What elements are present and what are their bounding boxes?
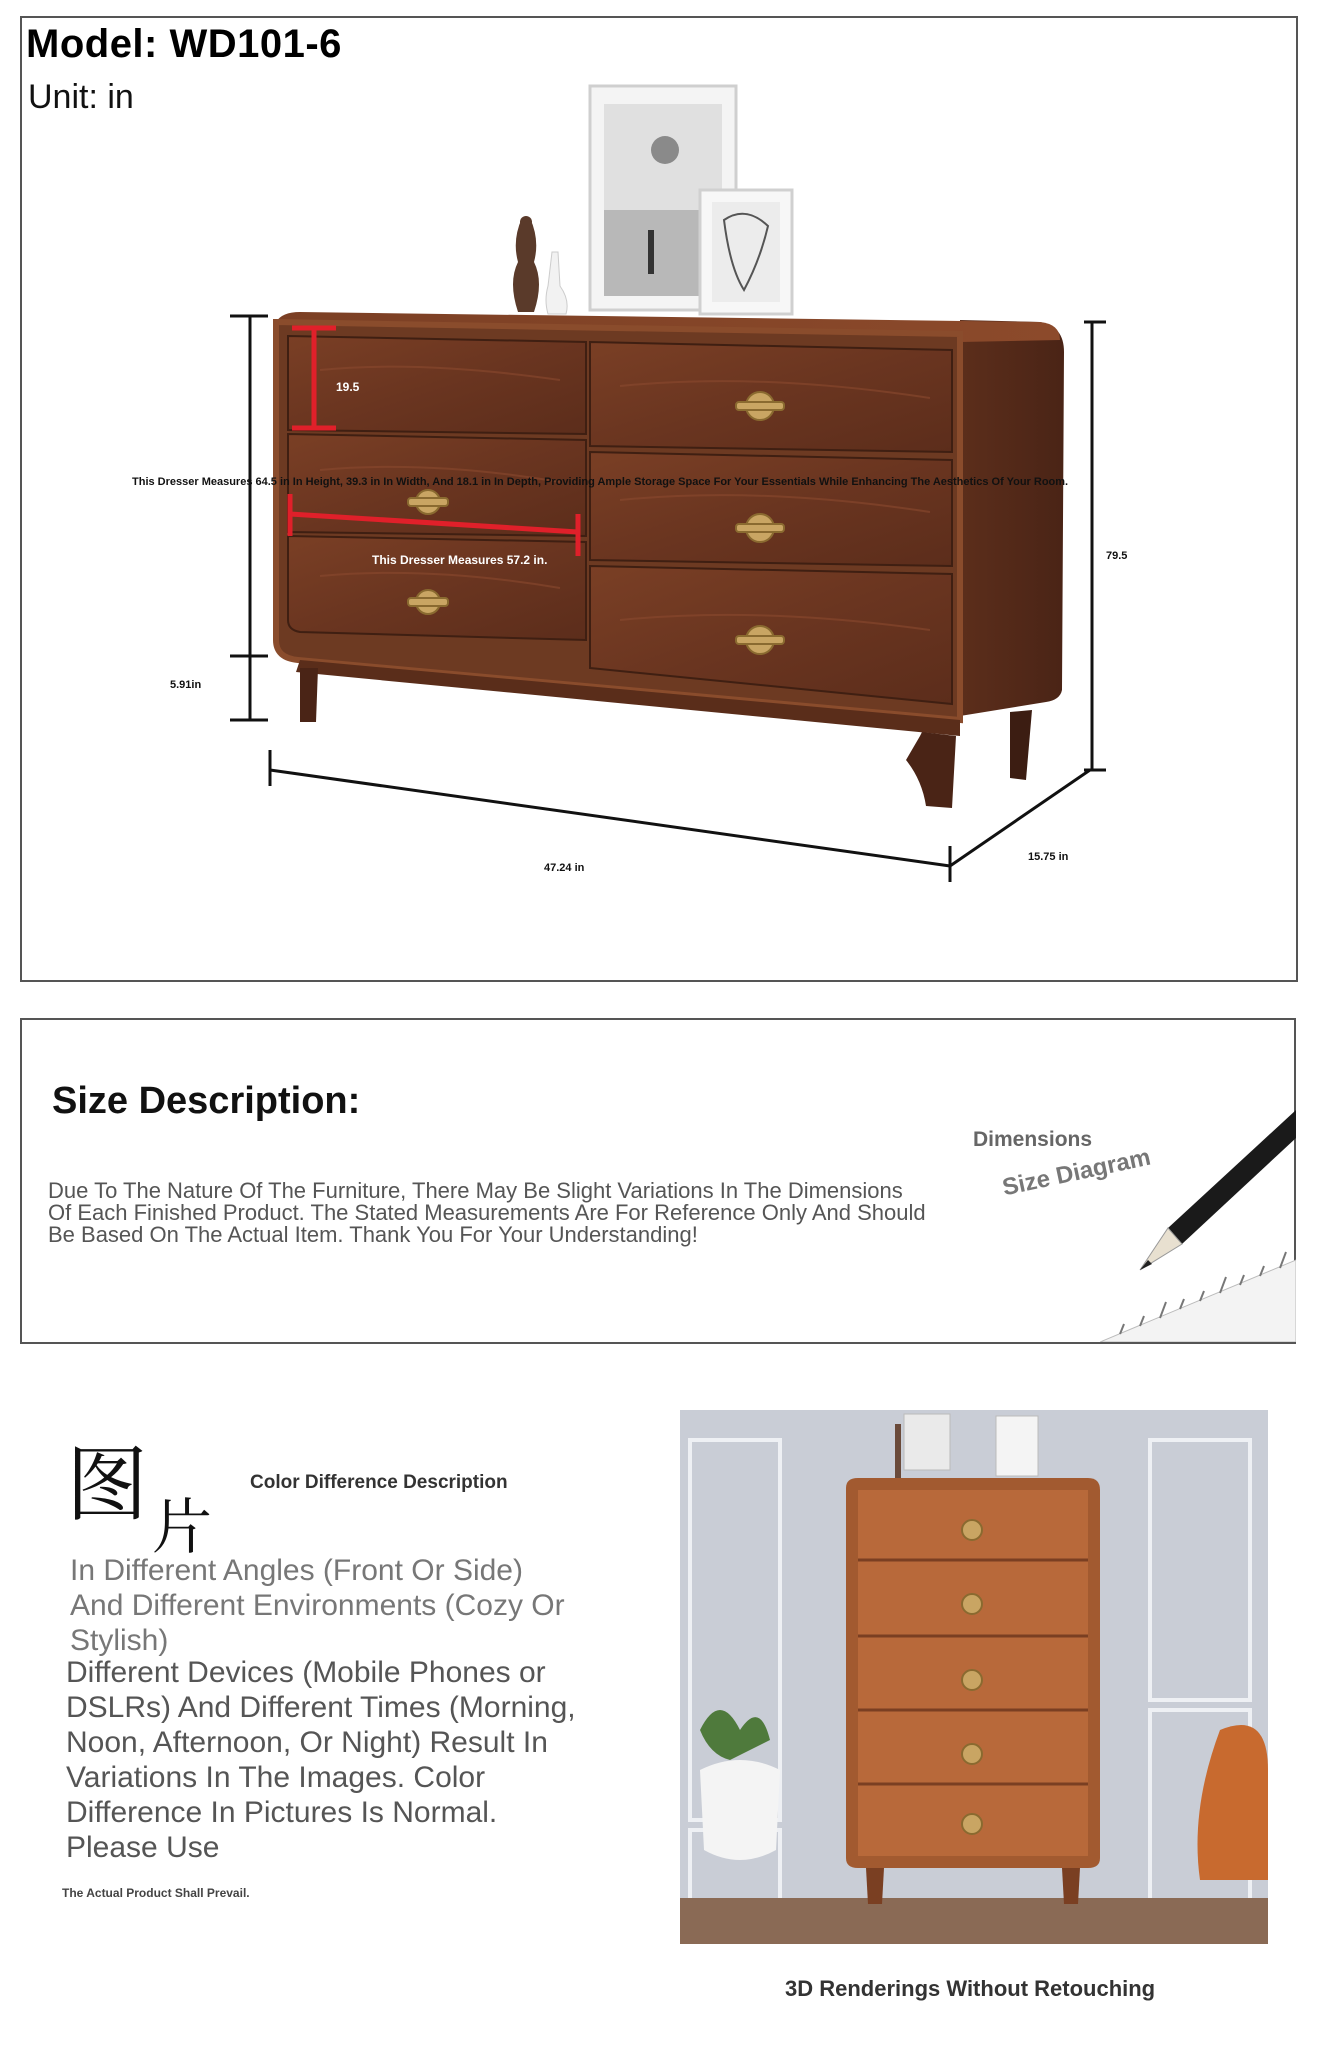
depth-label: 15.75 in: [1028, 851, 1069, 863]
width-label: 47.24 in: [544, 862, 585, 874]
height-left-dimension: [230, 316, 268, 720]
height-right-dimension: [1084, 322, 1106, 770]
drawer-height-label: 19.5: [336, 380, 360, 394]
pencil-ruler-illustration: [1100, 1110, 1296, 1342]
size-description-text: Due To The Nature Of The Furniture, There May Be Slight Variations In The Dimensions Of Each Finished Product. The Stated Measurements Are For Reference Only And Should Be Based On The Actual Item. Thank You For Your Understanding!: [48, 1178, 926, 1247]
model-title: Model: WD101-6: [26, 22, 342, 66]
size-description-title: Size Description:: [52, 1080, 361, 1122]
picture-frame-small: [700, 190, 792, 314]
leg-height-label: 5.91in: [170, 679, 202, 691]
unit-label: Unit: in: [28, 78, 134, 116]
dresser-overall-description: This Dresser Measures 64.5 in In Height, 39.3 in In Width, And 18.1 in In Depth, Providing Ample Storage Space For Your Essentials While Enhancing The Aesthetics Of Your Room.: [132, 476, 1069, 488]
color-difference-paragraph-1: In Different Angles (Front Or Side) And Different Environments (Cozy Or Stylish): [70, 1554, 565, 1657]
cjk-char-pian: 片: [152, 1493, 212, 1563]
width-dimension: [270, 750, 950, 882]
vase-decor: [513, 216, 567, 314]
depth-dimension: [950, 770, 1090, 866]
rendering-caption: 3D Renderings Without Retouching: [785, 1976, 1156, 2001]
dimensions-label: Dimensions: [973, 1128, 1093, 1151]
color-difference-paragraph-2: Different Devices (Mobile Phones or DSLRs) And Different Times (Morning, Noon, Afternoon, Or Night) Result In Variations In The Images. Color Difference In Pictures Is Normal. Please Use: [66, 1656, 576, 1864]
size-diagram-label: Size Diagram: [1000, 1143, 1154, 1202]
dresser-illustration: [0, 0, 1322, 990]
color-difference-title: Color Difference Description: [250, 1472, 508, 1493]
dresser-rendering-photo: [680, 1410, 1268, 1944]
total-height-label: 79.5: [1106, 550, 1128, 562]
cjk-char-tu: 图: [66, 1438, 149, 1533]
prevail-note: The Actual Product Shall Prevail.: [62, 1886, 250, 1900]
drawer-width-label: This Dresser Measures 57.2 in.: [372, 553, 548, 567]
